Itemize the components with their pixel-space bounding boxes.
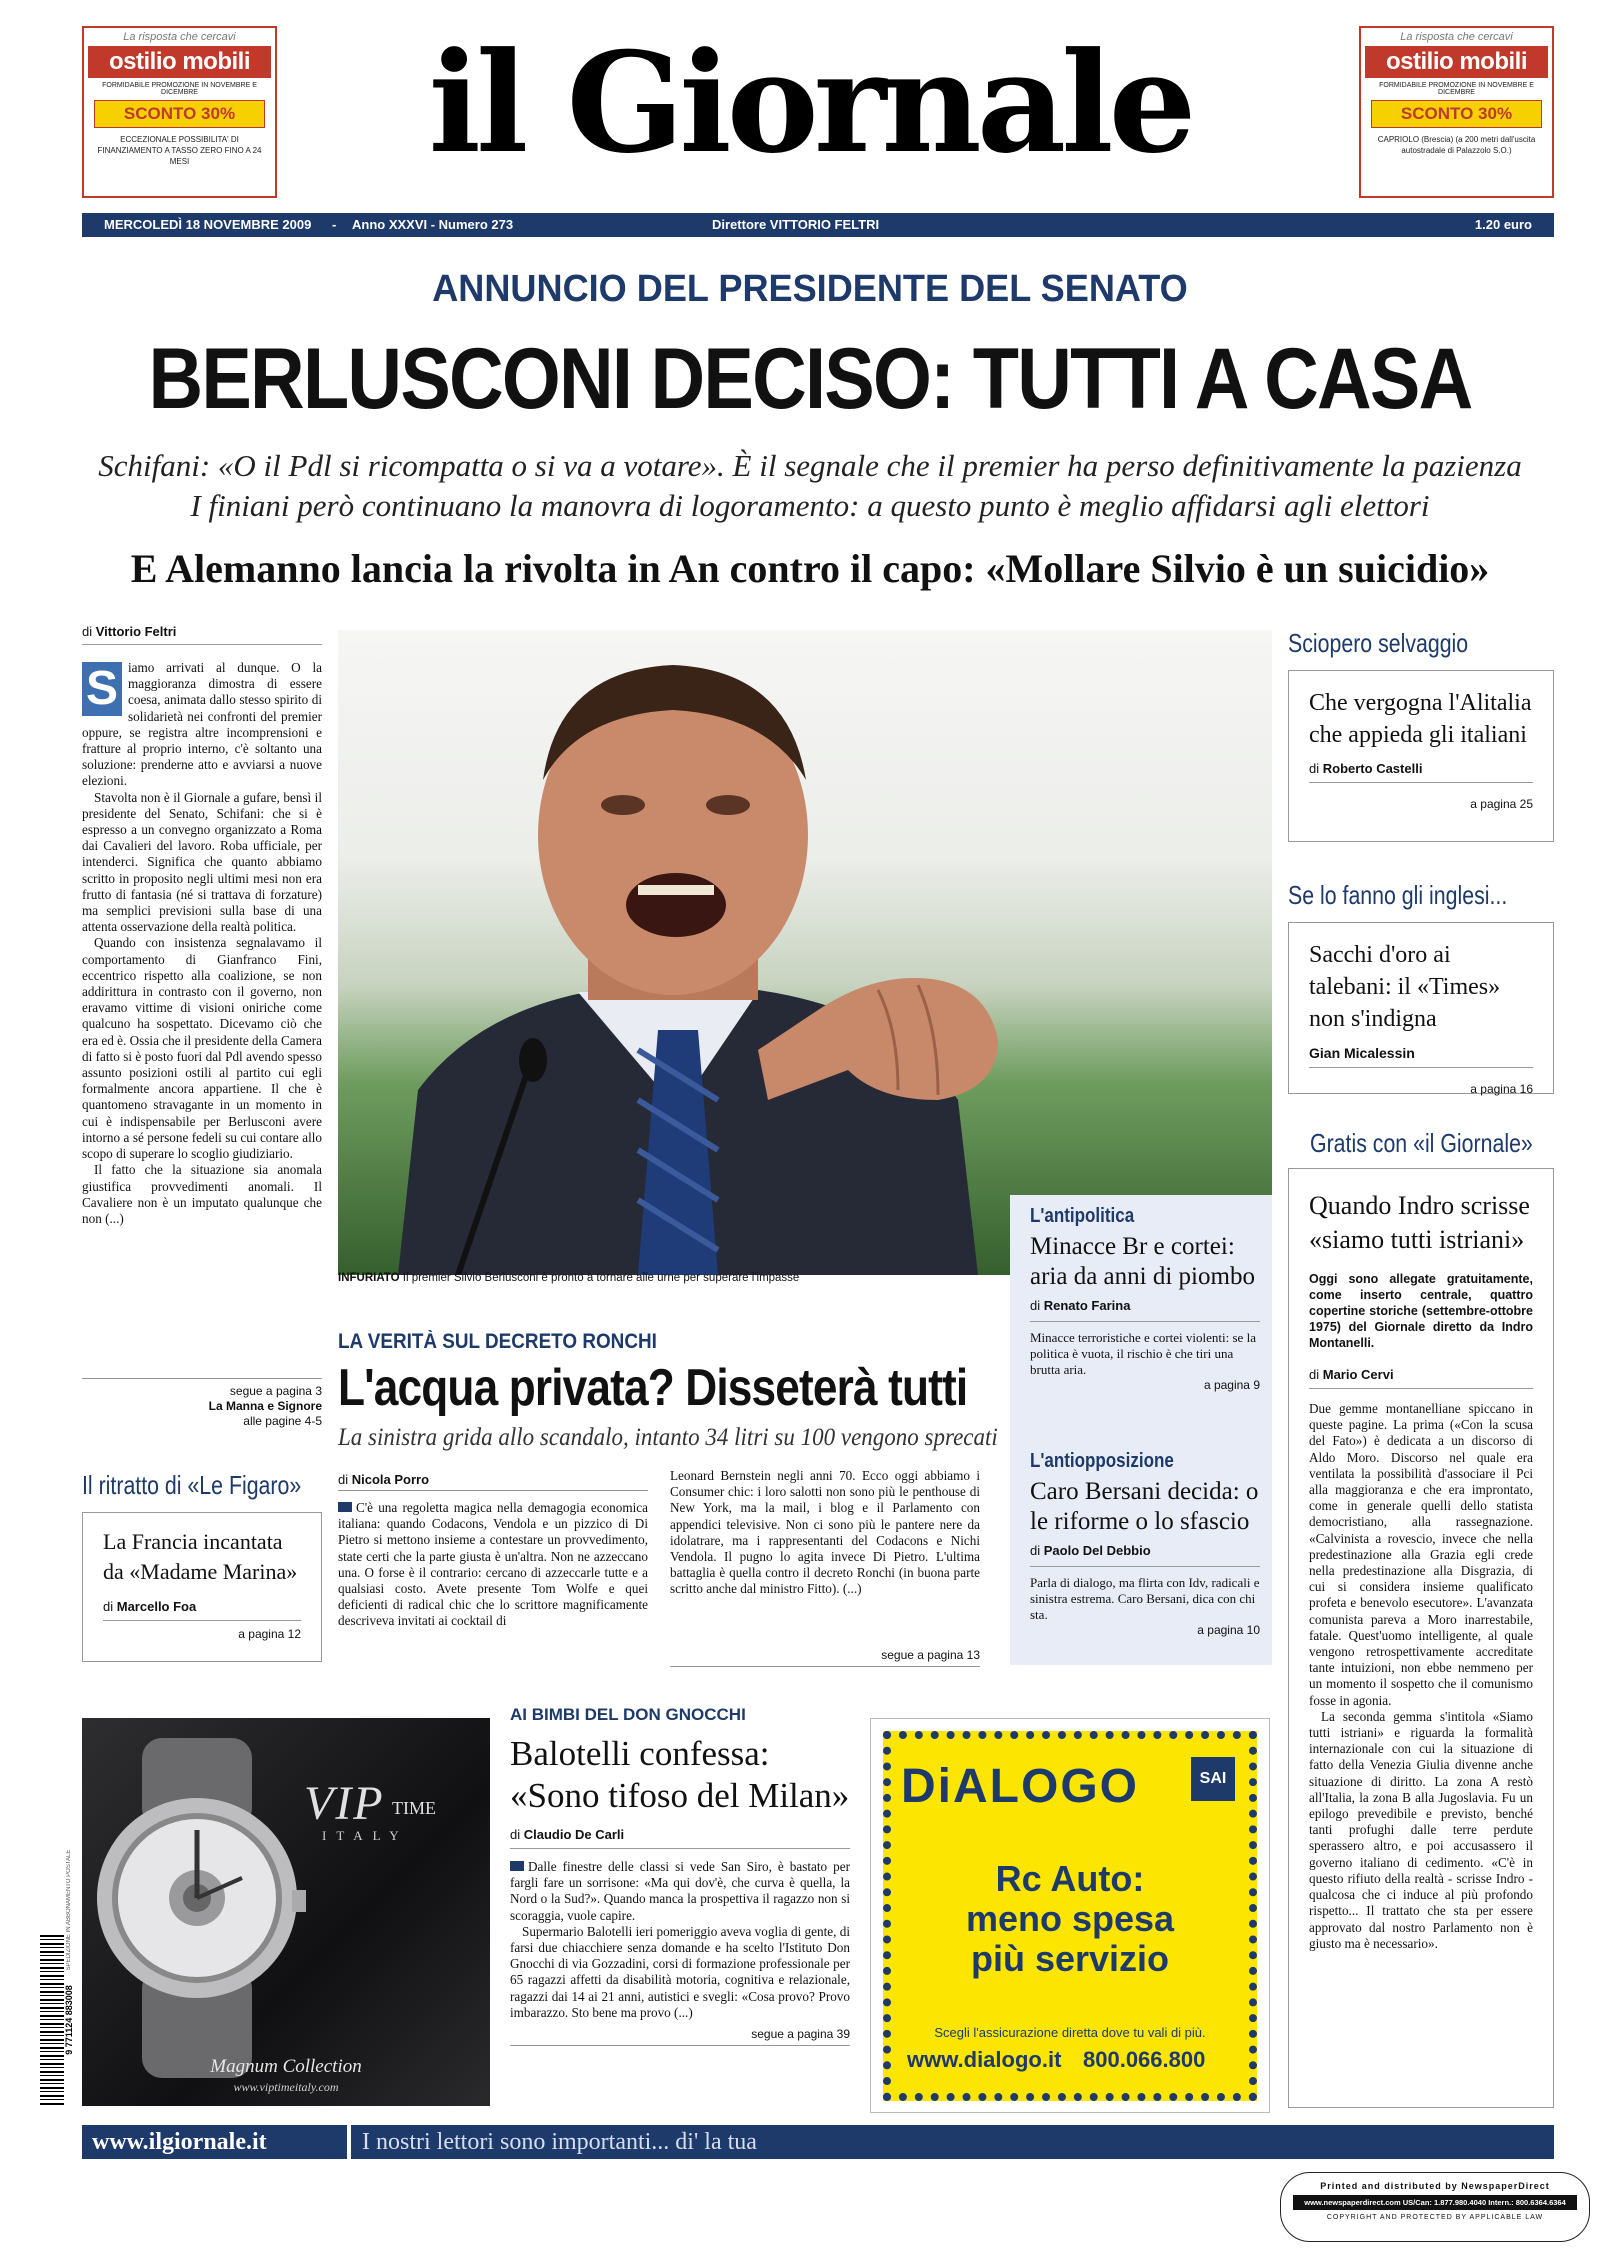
byline-author: Mario Cervi bbox=[1322, 1367, 1394, 1382]
antiopposizione-body: Parla di dialogo, ma flirta con Idv, radicali e sinistra estrema. Caro Bersani, dica con chi sta. bbox=[1030, 1575, 1260, 1622]
antiopposizione-page: a pagina 10 bbox=[1197, 1623, 1260, 1637]
director: Direttore VITTORIO FELTRI bbox=[712, 217, 880, 232]
ad-brand: ostilio mobili bbox=[88, 46, 271, 78]
dialogo-small: Scegli l'assicurazione diretta dove tu vali di più. bbox=[934, 2025, 1206, 2040]
dateline-bar bbox=[82, 213, 1554, 237]
balotelli-p1 bbox=[510, 1859, 850, 1924]
ad-brand: ostilio mobili bbox=[1365, 46, 1548, 78]
dialogo-phone[interactable]: 800.066.800 bbox=[1083, 2047, 1206, 2072]
stamp-line1: Printed and distributed by NewspaperDirect bbox=[1320, 2181, 1550, 2191]
ad-tag: La risposta che cercavi bbox=[123, 31, 236, 43]
balotelli-title-2: «Sono tifoso del Milan» bbox=[510, 1776, 850, 1815]
ad-viptime[interactable] bbox=[82, 1718, 490, 2106]
antipolitica-page: a pagina 9 bbox=[1203, 1378, 1260, 1392]
watch-icon bbox=[82, 1718, 490, 2106]
dropcap: S bbox=[82, 662, 122, 716]
byline-prefix: di bbox=[338, 1472, 349, 1487]
watch-url[interactable]: www.viptimeitaly.com bbox=[233, 2080, 339, 2094]
antipolitica-title: Minacce Br e cortei: aria da anni di piombo bbox=[1030, 1233, 1255, 1290]
editorial-byline bbox=[82, 624, 176, 639]
caption-lead: INFURIATO bbox=[338, 1272, 400, 1284]
box-body-1: Due gemme montanelliane spiccano in queste pagine. La prima («Con la scusa del Fato») è dedicata a un discorso di Aldo Moro. Discorso nel quale era ventilata la possibilità d'associare il Pci alla maggioranza e che era improntato, come in generale quelli dello statista democristiano, alla rassegnazione. «Calvinista a rovescio, invece che nella predestinazione alla Grazia egli crede nella predestinazione alla Disgrazia, di cui si considera insieme qualificato profeta e benevolo esecutore». L'avanzata comunista pareva a Moro inarrestabile, fatale. Quest'uomo intelligente, al quale vengono retrospettivamente accreditate tante intuizioni, non ebbe nemmeno per un momento il sospetto che il comunismo fosse in agonia. bbox=[1309, 1401, 1533, 1708]
issue-date: MERCOLEDÌ 18 NOVEMBRE 2009 bbox=[104, 217, 312, 232]
byline-author: Renato Farina bbox=[1043, 1298, 1131, 1313]
byline-author: Paolo Del Debbio bbox=[1043, 1543, 1151, 1558]
antiopposizione-title: Caro Bersani decida: o le riforme o lo sfascio bbox=[1030, 1478, 1259, 1535]
antipolitica-item[interactable] bbox=[1030, 1205, 1260, 1392]
ad-sconto: SCONTO 30% bbox=[1371, 100, 1542, 128]
watch-brand-3: ITALY bbox=[322, 1828, 409, 1843]
balotelli-article[interactable] bbox=[510, 1705, 850, 2046]
side-vertical-notice: SPEDIZIONE IN ABBONAMENTO POSTALE bbox=[66, 1849, 72, 1971]
balotelli-kicker: AI BIMBI DEL DON GNOCCHI bbox=[510, 1705, 746, 1724]
photo-caption bbox=[338, 1272, 1006, 1284]
editorial-p3: Quando con insistenza segnalavamo il comportamento di Gianfranco Fini, eccentrico rispetto alla coalizione, se non addirittura in contrasto con il governo, non eravamo vittime di visioni oniriche come qualcuno ha sospettato. Dicevamo ciò che era ed è. Ossia che il presidente della Camera di fatto si è posto fuori dal Pdl avendo spesso assunto posizioni ostili al partito cui egli formalmente ancora appartiene. Il che è quantomeno stravagante in un momento in cui è indispensabile per Berlusconi avere intorno a sé persone fedeli su cui contare allo scopo di superare lo scoglio giudiziario. bbox=[82, 935, 322, 1162]
newspaperdirect-stamp bbox=[1280, 2172, 1590, 2242]
editorial-body bbox=[82, 660, 322, 1227]
dialogo-web[interactable]: www.dialogo.it bbox=[907, 2047, 1062, 2072]
dateline-separator: - bbox=[332, 217, 337, 232]
byline-prefix: di bbox=[1030, 1298, 1041, 1313]
lead-kicker: ANNUNCIO DEL PRESIDENTE DEL SENATO bbox=[432, 268, 1188, 310]
stamp-line3: COPYRIGHT AND PROTECTED BY APPLICABLE LAW bbox=[1326, 2214, 1544, 2221]
continue-page: segue a pagina 3 bbox=[229, 1384, 322, 1398]
editorial-p4: Il fatto che la situazione sia anomala giustifica provvedimenti anomali. Il Cavaliere non è un imputato qualunque che non (...) bbox=[82, 1162, 322, 1226]
dialogo-logo: DiALOGO bbox=[901, 1760, 1139, 1813]
box-title: Quando Indro scrisse «siamo tutti istriani» bbox=[1309, 1191, 1530, 1254]
antipolitica-body: Minacce terroristiche e cortei violenti: se la politica è vuota, il rischio è che tiri una brutta aria. bbox=[1030, 1330, 1256, 1377]
watch-collection: Magnum Collection bbox=[210, 2056, 362, 2077]
acqua-col1-text: C'è una regoletta magica nella demagogia economica italiana: quando Codacons, Vendola e un pizzico di Di Pietro si mettono insieme a contestare un provvedimento, state certi che la parte giusta è un'altra. Non ne azzeccano una. O forse è il contrario: cercano di azzeccarle tutte e a qualsiasi costo. Avete presente Tom Wolfe e quei deficienti di radical chic che lo scrittore magnificamente descriveva invitati ai cocktail di bbox=[338, 1500, 648, 1629]
antipolitica-kicker: L'antipolitica bbox=[1030, 1205, 1135, 1227]
byline-author: Marcello Foa bbox=[116, 1599, 197, 1614]
balotelli-continue[interactable]: segue a pagina 39 bbox=[751, 2027, 850, 2042]
ad-ostilio-left[interactable] bbox=[82, 26, 277, 198]
byline-prefix: di bbox=[103, 1599, 114, 1614]
ad-promo: FORMIDABILE PROMOZIONE IN NOVEMBRE E DICEMBRE bbox=[102, 82, 257, 96]
byline-author: Gian Micalessin bbox=[1309, 1045, 1415, 1061]
barcode-icon bbox=[40, 1935, 64, 2105]
acqua-title: L'acqua privata? Disseterà tutti bbox=[338, 1359, 968, 1417]
dialogo-line3: più servizio bbox=[970, 1938, 1170, 1979]
acqua-article[interactable] bbox=[338, 1330, 998, 1452]
box-alitalia[interactable] bbox=[1288, 670, 1554, 842]
footer-site[interactable]: www.ilgiornale.it bbox=[82, 2127, 347, 2157]
box-body-2: La seconda gemma s'intitola «Siamo tutti istriani» e riguarda la formalità internazionale con cui la situazione di fatto della Venezia Giulia divenne anche situazione di diritto. La zona A restò all'Italia, la zona B alla Jugoslavia. Fu un epilogo prevedibile e previsto, benché tanti profughi dalle terre perdute sperassero altro, e poi accusassero il governo italiano di cedimento. «C'è in questo rifiuto della realtà - scrisse Indro - qualcosa che ci induce al più profondo rispetto... Il trattato che sta per essere approvato dal nostro Parlamento non è giusto ma è necessario». bbox=[1309, 1708, 1533, 1951]
box-summary: Oggi sono allegate gratuitamente, come inserto centrale, quattro copertine storiche (settembre-ottobre 1975) del Giornale diretto da Indro Montanelli. bbox=[1309, 1272, 1533, 1350]
balotelli-p2: Supermario Balotelli ieri pomeriggio aveva voglia di gente, di farsi due chiacchiere senza domande e ha scelto l'Istituto Don Gnocchi di via Gozzadini, corsi di formazione professionale per 65 ragazzi affetti da disabilità motoria, cognitiva e relazionale, ragazzi dai 14 ai 21 anni, autistici e svegli: «Cosa provo? Provo imbarazzo. Sto bene ma provo (...) bbox=[510, 1923, 850, 2020]
ad-small-text: CAPRIOLO (Brescia) (a 200 metri dall'uscita autostradale di Palazzolo S.O.) bbox=[1377, 135, 1536, 155]
watch-brand-2: TIME bbox=[392, 1798, 436, 1818]
lead-photo[interactable] bbox=[338, 630, 1272, 1275]
box-montanelli[interactable] bbox=[1288, 1168, 1554, 2108]
lead-headline[interactable]: BERLUSCONI DECISO: TUTTI A CASA bbox=[148, 331, 1472, 427]
caption-text: Il premier Silvio Berlusconi è pronto a tornare alle urne per superare l'impasse bbox=[402, 1272, 800, 1284]
price: 1.20 euro bbox=[1474, 217, 1532, 232]
dialogo-line2: meno spesa bbox=[965, 1898, 1175, 1939]
byline-prefix: di bbox=[510, 1827, 521, 1842]
antiopposizione-kicker: L'antiopposizione bbox=[1030, 1450, 1174, 1472]
box-page: a pagina 25 bbox=[1470, 797, 1533, 811]
box-title: La Francia incantata da «Madame Marina» bbox=[103, 1529, 298, 1584]
barcode-digits: 9 771124 883008 bbox=[64, 1985, 74, 2055]
antiopposizione-item[interactable] bbox=[1030, 1450, 1260, 1637]
continue-pages: alle pagine 4-5 bbox=[243, 1414, 322, 1428]
ad-promo: FORMIDABILE PROMOZIONE IN NOVEMBRE E DICEMBRE bbox=[1379, 82, 1534, 96]
lead-deck-2: I finiani però continuano la manovra di logoramento: a questo punto è meglio affidarsi agli elettori bbox=[190, 488, 1430, 523]
box-title: Che vergogna l'Alitalia che appieda gli italiani bbox=[1309, 690, 1532, 748]
section-sciopero: Sciopero selvaggio bbox=[1288, 628, 1469, 658]
lead-subheadline[interactable]: E Alemanno lancia la rivolta in An contro il capo: «Mollare Silvio è un suicidio» bbox=[130, 546, 1490, 591]
box-talebani[interactable] bbox=[1288, 922, 1554, 1094]
issue-number: Anno XXXVI - Numero 273 bbox=[352, 217, 514, 232]
ad-sconto: SCONTO 30% bbox=[94, 100, 265, 128]
ad-ostilio-right[interactable] bbox=[1359, 26, 1554, 198]
byline-author: Vittorio Feltri bbox=[95, 624, 177, 639]
box-page: a pagina 12 bbox=[238, 1627, 301, 1641]
editorial-p1: iamo arrivati al dunque. O la maggioranza dimostra di essere coesa, animata dallo stesso spirito di solidarietà nei confronti del premier oppure, se registra altre incomprensioni e fratture al proprio interno, c'è soltanto una soluzione: prenderne atto e avviarsi a nuove elezioni. bbox=[82, 660, 322, 789]
ad-small-text: ECCEZIONALE POSSIBILITA' DI FINANZIAMENTO A TASSO ZERO FINO A 24 MESI bbox=[97, 135, 262, 166]
byline-prefix: di bbox=[1309, 761, 1320, 776]
editorial-p2: Stavolta non è il Giornale a gufare, bensì il presidente del Senato, Schifani: che si è espresso a un convegno organizzato a Roma dai Cavalieri del lavoro. Roba ufficiale, per intenderci. Significa che quanto abbiamo scritto in proposito negli ultimi mesi non era frutto di fantasia (né si trattava di forzature) ma semplici previsioni sulla base di una attenta osservazione della realtà politica. bbox=[82, 789, 322, 935]
footer-bar bbox=[82, 2125, 1554, 2159]
section-figaro: Il ritratto di «Le Figaro» bbox=[82, 1470, 302, 1500]
stamp-line2: www.newspaperdirect.com US/Can: 1.877.980.4040 Intern.: 800.6364.6364 bbox=[1293, 2195, 1577, 2210]
watch-brand: VIP bbox=[304, 1777, 385, 1830]
byline-author: Claudio De Carli bbox=[523, 1827, 625, 1842]
berlusconi-portrait-icon bbox=[338, 630, 1272, 1275]
ad-tag: La risposta che cercavi bbox=[1400, 31, 1513, 43]
footer-slogan[interactable]: I nostri lettori sono importanti... di' la tua bbox=[362, 2129, 757, 2155]
dialogo-line1: Rc Auto: bbox=[995, 1858, 1145, 1899]
continue-authors: La Manna e Signore bbox=[208, 1399, 322, 1413]
acqua-kicker: LA VERITÀ SUL DECRETO RONCHI bbox=[338, 1330, 657, 1353]
box-title: Sacchi d'oro ai talebani: il «Times» non s'indigna bbox=[1309, 942, 1501, 1032]
dialogo-badge: SAI bbox=[1191, 1757, 1235, 1801]
balotelli-title-1: Balotelli confessa: bbox=[510, 1734, 770, 1773]
lead-deck-1: Schifani: «O il Pdl si ricompatta o si va a votare». È il segnale che il premier ha perso definitivamente la pazienza bbox=[98, 448, 1522, 483]
acqua-col1 bbox=[338, 1500, 648, 1630]
acqua-byline bbox=[338, 1472, 429, 1487]
byline-author: Nicola Porro bbox=[351, 1472, 430, 1487]
section-inglesi: Se lo fanno gli inglesi... bbox=[1288, 880, 1508, 910]
editorial-continue[interactable] bbox=[82, 1384, 322, 1429]
ad-dialogo[interactable] bbox=[870, 1718, 1270, 2113]
byline-prefix: di bbox=[1309, 1367, 1320, 1382]
box-page: a pagina 16 bbox=[1470, 1082, 1533, 1096]
section-gratis: Gratis con «il Giornale» bbox=[1310, 1128, 1533, 1158]
acqua-continue[interactable]: segue a pagina 13 bbox=[881, 1648, 980, 1662]
acqua-deck: La sinistra grida allo scandalo, intanto 34 litri su 100 vengono sprecati bbox=[338, 1424, 998, 1451]
byline-prefix: di bbox=[1030, 1543, 1041, 1558]
masthead-logo: il Giornale bbox=[428, 21, 1192, 184]
balotelli-p1-text: Dalle finestre delle classi si vede San Siro, è bastato per fargli fare un sorrisone: «Ma qui dov'è, che curva è quella, la Nord o la Sud?». Quando manca la prospettiva il ragazzo non si scoraggia, vuole capire. bbox=[510, 1859, 850, 1923]
box-figaro[interactable] bbox=[82, 1512, 322, 1662]
byline-prefix: di bbox=[82, 624, 93, 639]
acqua-col2: Leonard Bernstein negli anni 70. Ecco oggi abbiamo i Consumer chic: i loro salotti non sono più le penthouse di New York, ma la mail, i blog e il Parlamento con appendici televisive. Non ci sono più le pantere nere da idolatrare, ma i rappresentanti del Codacons e Nichi Vendola. Il pugno lo agita invece Di Pietro. L'ultima battaglia è quella contro il decreto Ronchi (in buona parte scritto anche dal ministro Fitto). (...) bbox=[670, 1468, 980, 1597]
byline-author: Roberto Castelli bbox=[1322, 761, 1423, 776]
